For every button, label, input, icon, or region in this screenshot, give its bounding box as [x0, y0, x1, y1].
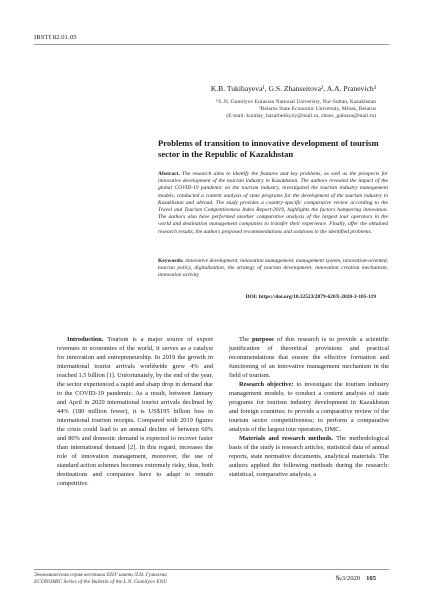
- journal-name: [34, 572, 167, 586]
- affiliations: [136, 99, 376, 121]
- objective-text: to investigate the tourism industry management models; to conduct a content analysis of state programs for tourism industry development in Kazakhstan and foreign countries; to provide a comparative review of the tourism sector competitiveness; to perform a comparative analysis of the largest tour operators, DMC.: [229, 381, 389, 433]
- affiliation-line: ³Belarus State Economic University, Minsk, Belarus: [258, 106, 376, 113]
- abstract-text: The research aims to identify the features and key problems, as well as the prospects for innovative development of the tourism industry in Kazakhstan. The authors revealed the impact of the global COVID-19 pandemic on the tourism industry, investigated the tourism industry management models, conducted a content analysis of state programs for the development of the tourism industry in Kazakhstan and abroad. The study provides a country-specific comparative review according to the Travel and Tourism Competitiveness Index Report-2019, highlights the factors hampering innovation. The authors also have performed another comparative analysis of the largest tour operators in the world and destination management companies to transfer their experience. Finally, offer the obtained research results, the authors proposed recommendations and solutions to the identified problems.: [158, 171, 388, 235]
- affiliation-email: (E-mail: kuralay_bazarbekkyzy@mail.ru, zhans_galnara@mail.ru): [226, 113, 376, 120]
- purpose-paragraph: [229, 335, 389, 380]
- page-number: 105: [366, 575, 376, 582]
- introduction-label: Introduction.: [67, 336, 104, 343]
- abstract-label: Abstract.: [158, 171, 180, 177]
- journal-name-ru: Экономическая серия вестника ЕНУ имени Л.Н. Гумилева: [34, 572, 167, 578]
- objective-paragraph: [229, 380, 389, 434]
- introduction-paragraph: [57, 335, 213, 488]
- abstract: [158, 171, 388, 236]
- methods-paragraph: [229, 434, 389, 479]
- methods-label: Materials and research methods.: [239, 435, 334, 442]
- paper-title: Problems of transition to innovative development of tourism sector in the Republic of Kazakhstan: [158, 138, 379, 159]
- body-column-right: [229, 335, 389, 479]
- purpose-text: of this research is to provide a scientific justification of theoretical provisions and practical recommendations that ensure the effective formation and functioning of an innovative management mechanism in the field of tourism.: [229, 336, 389, 379]
- body-column-left: [57, 335, 213, 488]
- issue-number: №3/2020: [335, 575, 361, 582]
- irsti-code: IRSTI 82.01.05: [34, 34, 77, 41]
- journal-name-en: ECONOMIC Series of the Bulletin of the L.N. Gumilyov ENU: [34, 579, 168, 585]
- doi-link[interactable]: DOI: https://doi.org/10.32523/2079-620X-2020-3-105-119: [245, 294, 376, 300]
- affiliation-line: ¹²L.N. Gumilyov Eurasian National University, Nur-Sultan, Kazakhstan: [215, 99, 376, 105]
- purpose-label: purpose: [251, 336, 274, 343]
- issue-and-page: [336, 575, 377, 582]
- keywords-text: innovative development, innovation management, management system, innovation-oriented, tourism policy, digitalization, the strategy of tourism development, innovation creation mechanism, innovation activity: [158, 258, 388, 279]
- footer-divider: [34, 569, 389, 570]
- objective-label: Research objective:: [239, 381, 294, 388]
- author-list: K.B. Tukibayeva¹, G.S. Zhanseitova², A.A. Pranevich³: [210, 84, 376, 93]
- methods-text: The methodological basis of the study is research articles, statistical data of annual reports, state normative documents, analytical materials. The authors applied the following methods during the research: statistical, comparative analysis, a: [229, 435, 389, 478]
- purpose-prefix: The: [239, 336, 252, 343]
- keywords: [158, 258, 388, 280]
- header-divider: [34, 44, 389, 45]
- introduction-text: Tourism is a major source of export revenues in economies of the world, it serves as a catalyst for innovation and entrepreneurship. In 2019 the growth in international tourist arrivals worldwide grew 4% and reached 1.5 billion [1]. Unfortunately, by the end of the year, the sector experienced a rapid and sharp drop in demand due to the COVID-19 pandemic. As a result, between January and April in 2020 international tourist arrivals declined by 44% (180 million fewer), it is US$195 billion loss in international tourism receipts. Compared with 2019 figures the crisis could lead to an annual decline of between 60% and 80% and domestic demand is expected to recover faster than international demand [2]. In this regard, increases the role of innovation management, moreover, the use of standard action schemes becomes extremely risky, thus, both destinations and companies have to adapt to remain competitive.: [57, 336, 213, 487]
- keywords-label: Keywords:: [158, 258, 184, 264]
